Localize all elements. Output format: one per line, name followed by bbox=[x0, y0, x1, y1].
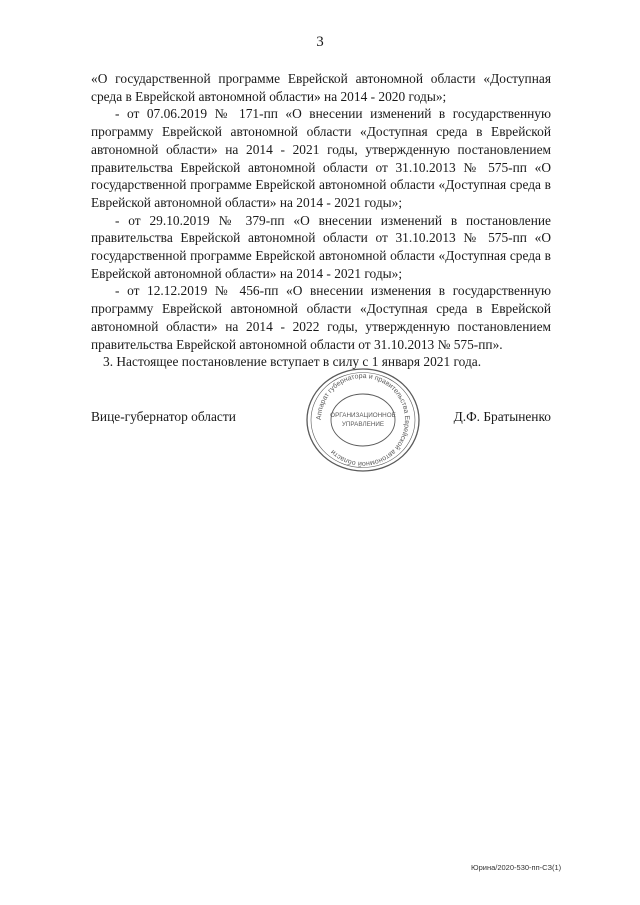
paragraph-amendment-171: - от 07.06.2019 № 171-пп «О внесении изменений в государственную программу Еврейской автономной области «Доступная среда в Еврейской автономной области» на 2014 - 2021 годы, утвержденную постановлением правительства Еврейской автономной области от 31.10.2013 № 575-пп «О государственной программе Еврейской автономной области «Доступная среда в Еврейской автономной области» на 2014 - 2021 годы»; bbox=[91, 106, 551, 210]
signatory-position: Вице-губернатор области bbox=[91, 409, 236, 424]
seal-center-line-2: УПРАВЛЕНИЕ bbox=[341, 421, 385, 428]
signatory-name: Д.Ф. Братыненко bbox=[453, 409, 551, 424]
seal-outer-ring-inner-line bbox=[311, 373, 415, 468]
seal-outer-text: Аппарат губернатора и правительства Еврейской автономной области bbox=[315, 372, 411, 468]
paragraph-amendment-379: - от 29.10.2019 № 379-пп «О внесении изменений в постановление правительства Еврейской автономной области от 31.10.2013 № 575-пп «О государственной программе Еврейской автономной области «Доступная среда в Еврейской автономной области» на 2014 - 2021 годы»; bbox=[91, 212, 551, 281]
page-number: 3 bbox=[316, 34, 324, 50]
document-footer-code: Юрина/2020-530-пп-СЗ(1) bbox=[471, 863, 562, 872]
document-body bbox=[91, 70, 551, 371]
paragraph-continuation: «О государственной программе Еврейской автономной области «Доступная среда в Еврейской автономной области» на 2014 - 2020 годы»; bbox=[91, 71, 551, 104]
paragraph-amendment-456: - от 12.12.2019 № 456-пп «О внесении изменения в государственную программу Еврейской автономной области «Доступная среда в Еврейской автономной области» на 2014 - 2022 годы, утвержденную постановлением правительства Еврейской автономной области от 31.10.2013 № 575-пп». bbox=[91, 283, 551, 352]
official-seal-stamp bbox=[298, 364, 428, 476]
seal-inner-ring bbox=[331, 394, 395, 446]
seal-center-line-1: ОРГАНИЗАЦИОННОЕ bbox=[330, 412, 396, 419]
seal-outer-ring bbox=[307, 369, 419, 471]
paragraph-effective-date: 3. Настоящее постановление вступает в силу с 1 января 2021 года. bbox=[103, 354, 482, 370]
